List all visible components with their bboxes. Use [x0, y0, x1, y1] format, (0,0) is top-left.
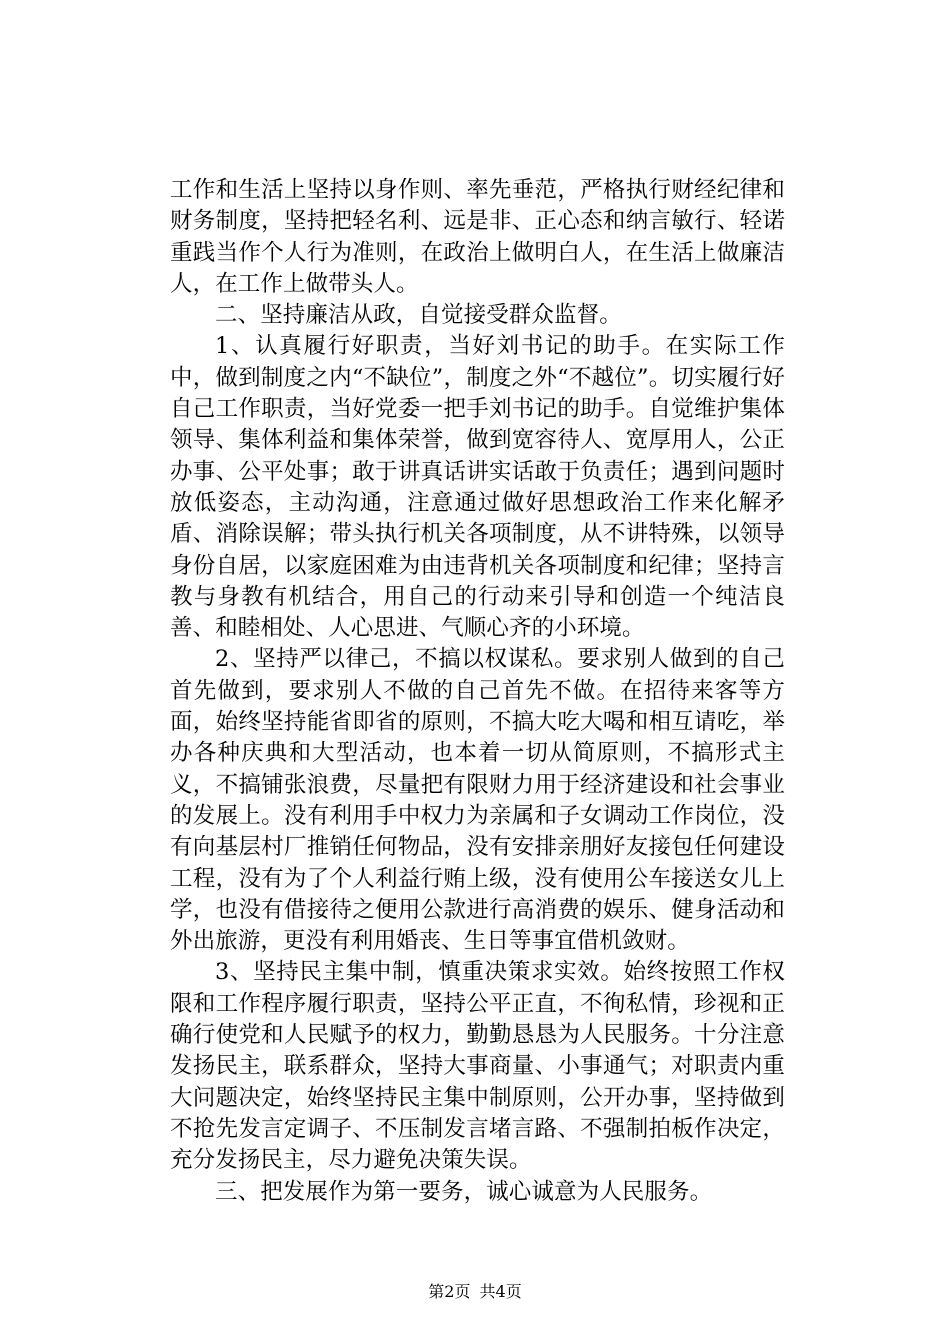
section-heading-3: 三、把发展作为第一要务，诚心诚意为人民服务。	[215, 1178, 713, 1205]
page-total: 共4页	[479, 1282, 522, 1301]
page-footer	[0, 1282, 950, 1302]
paragraph-item-2: 2、坚持严以律己，不搞以权谋私。要求别人做到的自己首先做到，要求别人不做的自己首先不做。在招待来客等方面，始终坚持能省即省的原则，不搞大吃大喝和相互请吃，举办各种庆典和大型活动，也本着一切从简原则，不搞形式主义，不搞铺张浪费，尽量把有限财力用于经济建设和社会事业的发展上。没有利用手中权力为亲属和子女调动工作岗位，没有向基层村厂推销任何物品，没有安排亲朋好友接包任何建设工程，没有为了个人利益行贿上级，没有使用公车接送女儿上学，也没有借接待之便用公款进行高消费的娱乐、健身活动和外出旅游，更没有利用婚丧、生日等事宜借机敛财。	[170, 646, 785, 955]
page-number: 第2页	[428, 1282, 471, 1301]
paragraph-item-3: 3、坚持民主集中制，慎重决策求实效。始终按照工作权限和工作程序履行职责，坚持公平正直，不徇私情，珍视和正确行使党和人民赋予的权力，勤勤恳恳为人民服务。十分注意发扬民主，联系群众，坚持大事商量、小事通气；对职责内重大问题决定，始终坚持民主集中制原则，公开办事，坚持做到不抢先发言定调子、不压制发言堵言路、不强制拍板作决定，充分发扬民主，尽力避免决策失误。	[170, 959, 785, 1174]
document-body	[170, 175, 785, 1208]
paragraph-item-1: 1、认真履行好职责，当好刘书记的助手。在实际工作中，做到制度之内“不缺位”，制度之外“不越位”。切实履行好自己工作职责，当好党委一把手刘书记的助手。自觉维护集体领导、集体利益和集体荣誉，做到宽容待人、宽厚用人，公正办事、公平处事；敢于讲真话讲实话敢于负责任；遇到问题时放低姿态，主动沟通，注意通过做好思想政治工作来化解矛盾、消除误解；带头执行机关各项制度，从不讲特殊，以领导身份自居，以家庭困难为由违背机关各项制度和纪律；坚持言教与身教有机结合，用自己的行动来引导和创造一个纯洁良善、和睦相处、人心思进、气顺心齐的小环境。	[170, 333, 785, 642]
paragraph-1: 工作和生活上坚持以身作则、率先垂范，严格执行财经纪律和财务制度，坚持把轻名利、远是非、正心态和纳言敏行、轻诺重践当作个人行为准则，在政治上做明白人，在生活上做廉洁人，在工作上做带头人。	[170, 177, 785, 297]
section-heading-2: 二、坚持廉洁从政，自觉接受群众监督。	[215, 302, 622, 329]
